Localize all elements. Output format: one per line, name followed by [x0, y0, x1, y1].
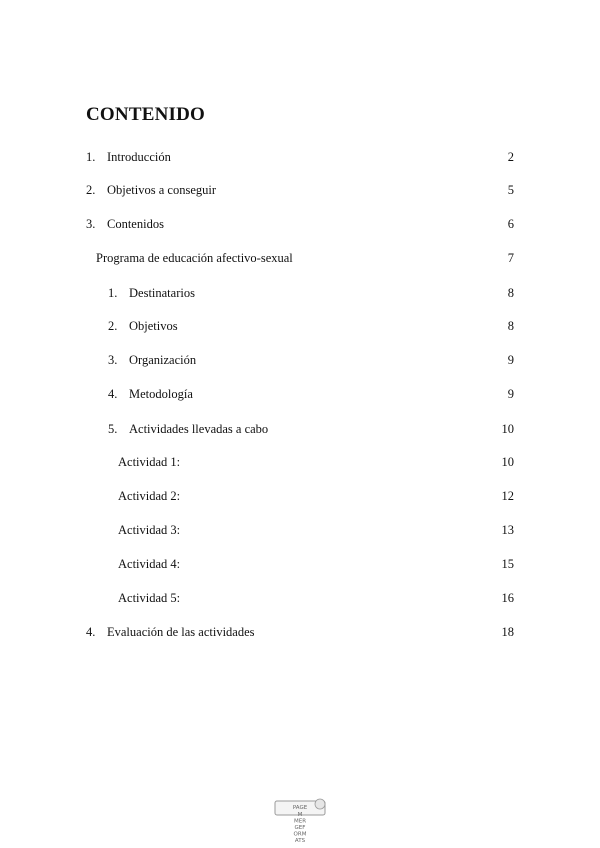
- toc-entry-actividad-1[interactable]: [0, 452, 600, 472]
- logo-text-line: PAGE: [292, 805, 308, 811]
- toc-entry-label: Actividad 1:: [118, 455, 181, 469]
- toc-entry-actividades-llevadas[interactable]: [0, 419, 600, 439]
- toc-entry-page: 9: [507, 353, 514, 367]
- logo-text-line: GEF: [294, 825, 306, 831]
- toc-entry-label: Contenidos: [107, 217, 164, 231]
- logo-text-line: M: [297, 812, 303, 818]
- toc-entry-page: 2: [507, 150, 514, 164]
- toc-entry-number: 1.: [108, 286, 118, 300]
- toc-entry-label: Objetivos a conseguir: [107, 183, 217, 197]
- toc-entry-actividad-5[interactable]: [0, 588, 600, 608]
- toc-entry-page: 7: [507, 251, 514, 265]
- toc-heading: CONTENIDO: [86, 104, 205, 125]
- toc-entry-actividad-2[interactable]: [0, 486, 600, 506]
- toc-entry-label: Actividad 3:: [118, 523, 181, 537]
- toc-entry-page: 10: [501, 422, 514, 436]
- toc-entry-label: Metodología: [129, 387, 193, 401]
- toc-entry-number: 2.: [108, 319, 118, 333]
- toc-entry-destinatarios[interactable]: [0, 283, 600, 303]
- toc-entry-label: Objetivos: [129, 319, 178, 333]
- toc-entry-label: Organización: [129, 353, 197, 367]
- toc-entry-page: 12: [501, 489, 514, 503]
- toc-entry-introduccion[interactable]: [0, 147, 600, 167]
- toc-entry-metodologia[interactable]: [0, 384, 600, 404]
- toc-entry-number: 2.: [86, 183, 96, 197]
- toc-entry-organizacion[interactable]: [0, 350, 600, 370]
- toc-entry-label: Actividad 4:: [118, 557, 181, 571]
- toc-entry-label: Destinatarios: [129, 286, 195, 300]
- logo-text-line: ORM: [293, 831, 307, 838]
- toc-entry-actividad-4[interactable]: [0, 554, 600, 574]
- toc-entry-label: Programa de educación afectivo-sexual: [96, 251, 293, 265]
- toc-entry-label: Actividad 5:: [118, 591, 181, 605]
- toc-entry-page: 10: [501, 455, 514, 469]
- toc-entry-page: 8: [507, 319, 514, 333]
- toc-entry-page: 9: [507, 387, 514, 401]
- toc-entry-label: Actividades llevadas a cabo: [129, 422, 269, 436]
- toc-entry-page: 13: [501, 523, 514, 537]
- toc-entry-number: 5.: [108, 422, 118, 436]
- toc-entry-number: 4.: [108, 387, 118, 401]
- toc-entry-label: Evaluación de las actividades: [107, 625, 255, 639]
- toc-entry-page: 5: [507, 183, 514, 197]
- toc-entry-number: 1.: [86, 150, 96, 164]
- toc-entry-objetivos-a-conseguir[interactable]: [0, 180, 600, 200]
- toc-entry-label: Actividad 2:: [118, 489, 181, 503]
- toc-entry-page: 16: [501, 591, 514, 605]
- toc-entry-actividad-3[interactable]: [0, 520, 600, 540]
- logo-text-line: MER: [293, 818, 307, 825]
- toc-entry-number: 3.: [86, 217, 96, 231]
- toc-entry-page: 18: [501, 625, 514, 639]
- toc-entry-label: Introducción: [107, 150, 171, 164]
- toc-entry-number: 4.: [86, 625, 96, 639]
- toc-entry-number: 3.: [108, 353, 118, 367]
- toc-entry-contenidos[interactable]: [0, 214, 600, 234]
- toc-entry-page: 8: [507, 286, 514, 300]
- toc-entry-objetivos[interactable]: [0, 316, 600, 336]
- toc-entry-evaluacion[interactable]: [0, 622, 600, 642]
- toc-entry-page: 6: [507, 217, 514, 231]
- toc-entry-programa[interactable]: [0, 248, 600, 268]
- logo-text-line: ATS: [294, 838, 306, 844]
- pagemergeformats-logo: [272, 798, 328, 846]
- toc-entry-page: 15: [501, 557, 514, 571]
